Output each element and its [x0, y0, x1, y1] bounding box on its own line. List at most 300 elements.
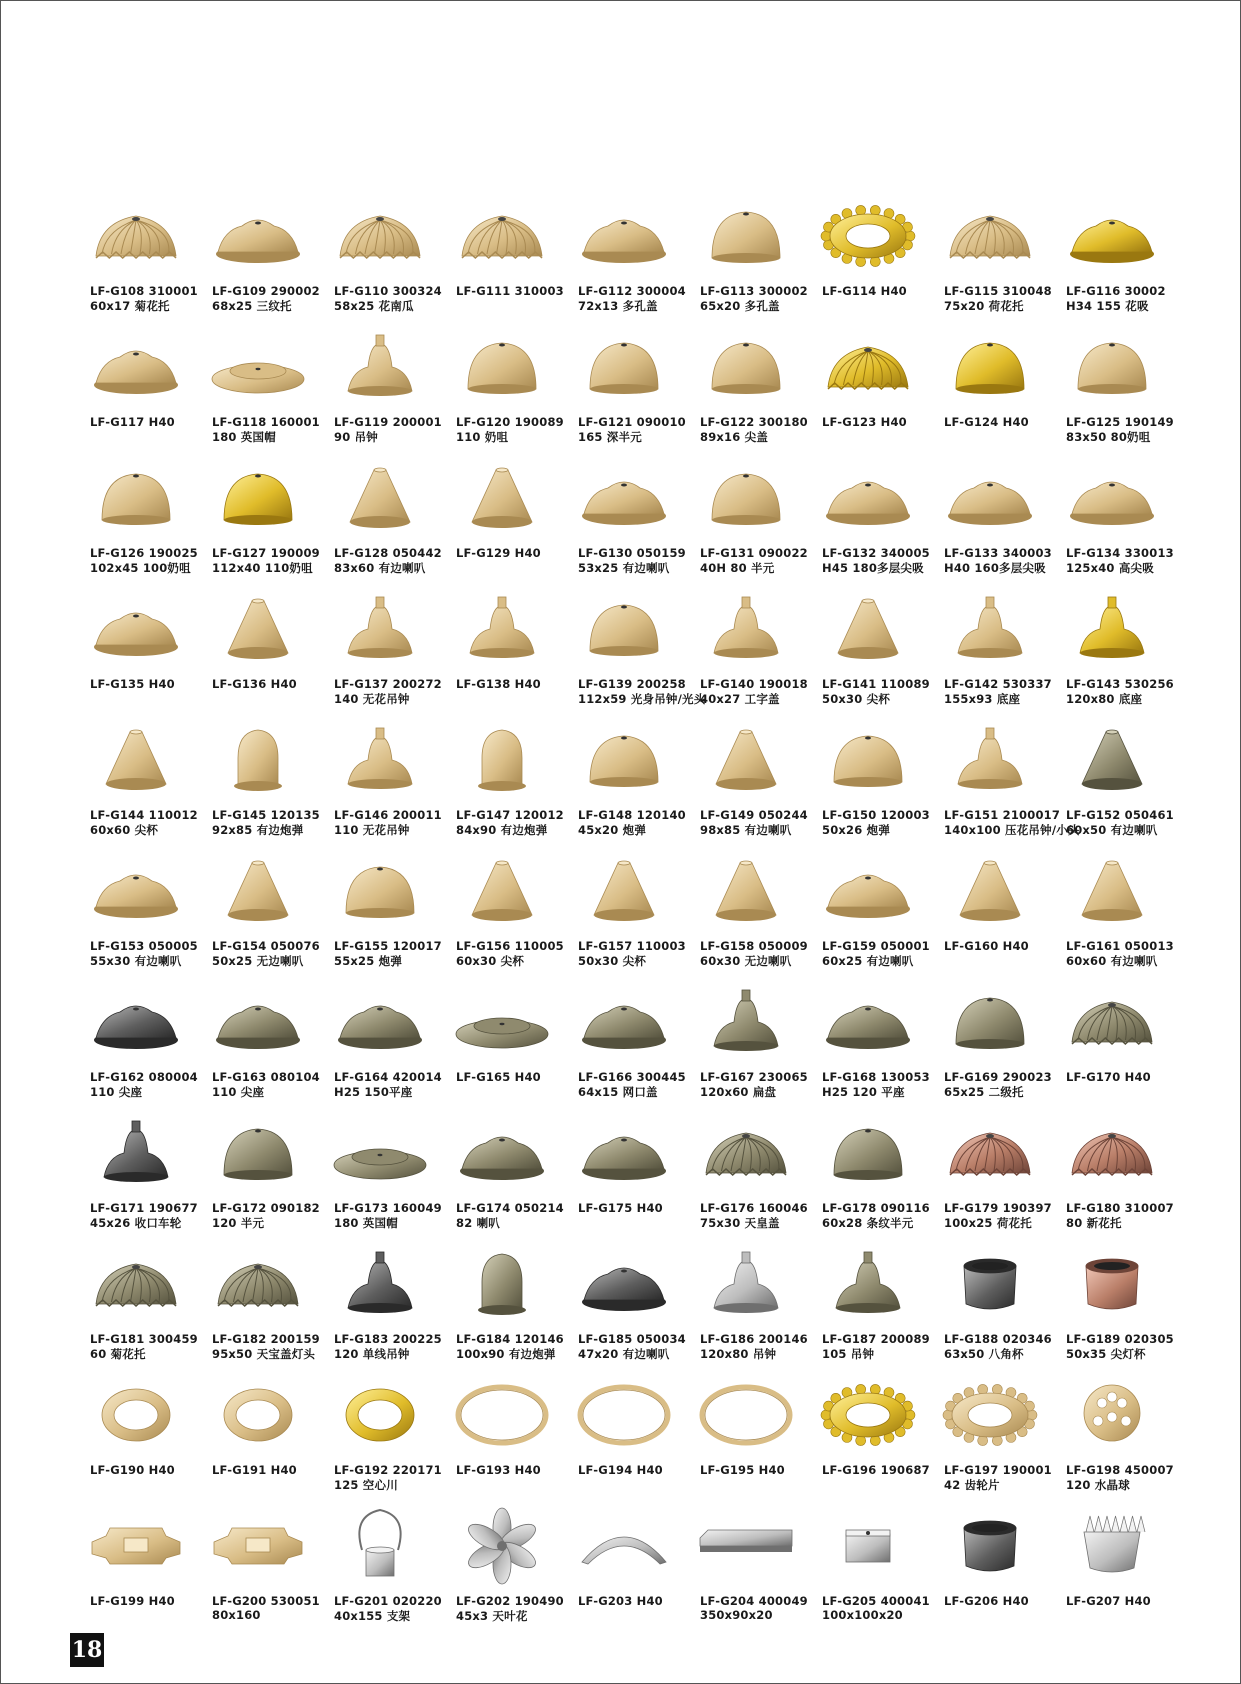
product-description: 84x90 有边炮弹 [456, 823, 548, 837]
product-item [1054, 1238, 1176, 1369]
product-description: 105 吊钟 [822, 1347, 875, 1361]
product-description: 45x20 炮弹 [578, 823, 647, 837]
product-description: 58x25 花南瓜 [334, 299, 414, 313]
product-item [78, 1500, 200, 1631]
product-code: LF-G196 190687 [822, 1463, 930, 1477]
product-description: 350x90x20 [700, 1608, 773, 1622]
product-item [322, 1107, 444, 1238]
product-item [444, 321, 566, 452]
product-description: 120 半元 [212, 1216, 265, 1230]
product-item [322, 321, 444, 452]
ring-part-icon [88, 1375, 184, 1451]
product-code: LF-G188 020346 [944, 1332, 1052, 1346]
ball-part-icon [1064, 1375, 1160, 1451]
bell-part-icon [820, 1244, 916, 1320]
product-item [688, 190, 810, 321]
product-item [932, 452, 1054, 583]
product-item [78, 452, 200, 583]
product-description: 90 吊钟 [334, 430, 379, 444]
product-item [810, 583, 932, 714]
product-description: 180 英国帽 [212, 430, 276, 444]
product-item [688, 1238, 810, 1369]
product-description: 155x93 底座 [944, 692, 1021, 706]
product-description: 50x26 炮弹 [822, 823, 891, 837]
cup-part-icon [942, 1244, 1038, 1320]
product-description: 60x60 尖杯 [90, 823, 159, 837]
product-item [810, 321, 932, 452]
product-item [688, 1500, 810, 1631]
product-code: LF-G113 300002 [700, 284, 808, 298]
hat-part-icon [454, 982, 550, 1058]
product-item [322, 583, 444, 714]
dome-part-icon [576, 327, 672, 403]
leaf-part-icon [454, 1506, 550, 1582]
product-code: LF-G150 120003 [822, 808, 930, 822]
product-description: H34 155 花吸 [1066, 299, 1149, 313]
product-code: LF-G139 200258 [578, 677, 686, 691]
product-item [932, 1500, 1054, 1631]
product-description: 75x30 天皇盖 [700, 1216, 780, 1230]
product-code: LF-G138 H40 [456, 677, 541, 691]
product-code: LF-G165 H40 [456, 1070, 541, 1084]
product-item [810, 452, 932, 583]
product-code: LF-G194 H40 [578, 1463, 663, 1477]
dome-flat-part-icon [88, 327, 184, 403]
product-description: 110 奶咀 [456, 430, 509, 444]
product-item [322, 452, 444, 583]
product-description: 120 单线吊钟 [334, 1347, 410, 1361]
dome-flat-part-icon [820, 458, 916, 534]
product-code: LF-G201 020220 [334, 1594, 442, 1608]
dome-part-icon [88, 458, 184, 534]
product-code: LF-G125 190149 [1066, 415, 1174, 429]
product-code: LF-G129 H40 [456, 546, 541, 560]
product-code: LF-G147 120012 [456, 808, 564, 822]
product-description: 50x25 无边喇叭 [212, 954, 304, 968]
dome-flat-part-icon [576, 1244, 672, 1320]
product-item [78, 1107, 200, 1238]
product-code: LF-G121 090010 [578, 415, 686, 429]
product-code: LF-G197 190001 [944, 1463, 1052, 1477]
product-description: 55x25 炮弹 [334, 954, 403, 968]
product-item [200, 321, 322, 452]
product-description: 165 深半元 [578, 430, 642, 444]
product-description: 63x50 八角杯 [944, 1347, 1024, 1361]
ring-scallop-part-icon [942, 1375, 1038, 1451]
dome-part-icon [820, 720, 916, 796]
product-item [1054, 321, 1176, 452]
product-item [322, 845, 444, 976]
product-item [566, 1369, 688, 1500]
product-code: LF-G155 120017 [334, 939, 442, 953]
product-description: 40x155 支架 [334, 1609, 411, 1623]
product-code: LF-G120 190089 [456, 415, 564, 429]
dome-part-icon [332, 851, 428, 927]
bell-part-icon [698, 1244, 794, 1320]
product-code: LF-G190 H40 [90, 1463, 175, 1477]
cone-part-icon [454, 851, 550, 927]
product-code: LF-G176 160046 [700, 1201, 808, 1215]
product-grid [78, 190, 1188, 1631]
product-code: LF-G180 310007 [1066, 1201, 1174, 1215]
product-item [444, 583, 566, 714]
product-description: 100x100x20 [822, 1608, 903, 1622]
bell-part-icon [698, 589, 794, 665]
product-code: LF-G186 200146 [700, 1332, 808, 1346]
product-code: LF-G136 H40 [212, 677, 297, 691]
bell-part-icon [332, 589, 428, 665]
dome-part-icon [942, 327, 1038, 403]
product-item [78, 845, 200, 976]
cone-part-icon [698, 720, 794, 796]
product-item [810, 1238, 932, 1369]
product-code: LF-G184 120146 [456, 1332, 564, 1346]
product-description: 50x30 尖杯 [822, 692, 891, 706]
product-item [444, 1369, 566, 1500]
product-item [566, 1500, 688, 1631]
product-item [932, 714, 1080, 845]
product-description: 65x25 二级托 [944, 1085, 1024, 1099]
product-code: LF-G187 200089 [822, 1332, 930, 1346]
product-code: LF-G143 530256 [1066, 677, 1174, 691]
product-item [78, 1369, 200, 1500]
product-item [688, 976, 810, 1107]
product-item [444, 190, 566, 321]
product-item [78, 583, 200, 714]
product-item [78, 976, 200, 1107]
product-item [200, 190, 322, 321]
product-description: 112x59 光身吊钟/光头 [578, 692, 706, 706]
product-item [932, 1238, 1054, 1369]
product-code: LF-G146 200011 [334, 808, 442, 822]
dome-part-icon [942, 982, 1038, 1058]
product-code: LF-G123 H40 [822, 415, 907, 429]
product-description: 45x3 天叶花 [456, 1609, 528, 1623]
product-item [200, 1107, 322, 1238]
product-description: 112x40 110奶咀 [212, 561, 313, 575]
product-item [200, 845, 322, 976]
product-code: LF-G203 H40 [578, 1594, 663, 1608]
product-description: 110 尖座 [90, 1085, 143, 1099]
product-item [566, 845, 688, 976]
product-item [688, 583, 810, 714]
product-item [322, 1500, 444, 1631]
product-code: LF-G134 330013 [1066, 546, 1174, 560]
product-description: 98x85 有边喇叭 [700, 823, 792, 837]
product-description: 60x25 有边喇叭 [822, 954, 914, 968]
ring-part-icon [332, 1375, 428, 1451]
product-item [322, 190, 444, 321]
product-code: LF-G140 190018 [700, 677, 808, 691]
bullet-part-icon [210, 720, 306, 796]
product-item [200, 1500, 322, 1631]
product-code: LF-G132 340005 [822, 546, 930, 560]
product-item [78, 1238, 200, 1369]
thin-ring-part-icon [576, 1375, 672, 1451]
product-code: LF-G181 300459 [90, 1332, 198, 1346]
product-code: LF-G156 110005 [456, 939, 564, 953]
product-description: 60x28 条纹半元 [822, 1216, 914, 1230]
product-code: LF-G173 160049 [334, 1201, 442, 1215]
dome-flat-part-icon [942, 458, 1038, 534]
product-code: LF-G204 400049 [700, 1594, 808, 1608]
bell-part-icon [698, 982, 794, 1058]
product-item [810, 1369, 932, 1500]
hat-part-icon [210, 327, 306, 403]
crown-part-icon [1064, 1506, 1160, 1582]
dome-flat-part-icon [88, 851, 184, 927]
product-description: 110 尖座 [212, 1085, 265, 1099]
product-item [932, 190, 1054, 321]
cone-part-icon [698, 851, 794, 927]
product-item [444, 845, 566, 976]
product-code: LF-G205 400041 [822, 1594, 930, 1608]
product-description: 60x50 有边喇叭 [1066, 823, 1158, 837]
cone-part-icon [332, 458, 428, 534]
product-description: 60x30 无边喇叭 [700, 954, 792, 968]
product-item [810, 1107, 932, 1238]
product-code: LF-G206 H40 [944, 1594, 1029, 1608]
dome-flat-part-icon [576, 1113, 672, 1189]
product-item [1054, 1500, 1176, 1631]
dome-part-icon [698, 196, 794, 272]
scallop-part-icon [942, 196, 1038, 272]
product-item [932, 1107, 1054, 1238]
product-item [78, 190, 200, 321]
product-item [444, 452, 566, 583]
product-code: LF-G141 110089 [822, 677, 930, 691]
product-description: 80 新花托 [1066, 1216, 1122, 1230]
scallop-part-icon [210, 1244, 306, 1320]
product-item [566, 190, 688, 321]
product-description: 50x35 尖灯杯 [1066, 1347, 1146, 1361]
product-item [200, 976, 322, 1107]
product-description: 40H 80 半元 [700, 561, 775, 575]
dome-part-icon [454, 327, 550, 403]
product-code: LF-G108 310001 [90, 284, 198, 298]
cone-part-icon [1064, 720, 1160, 796]
product-code: LF-G193 H40 [456, 1463, 541, 1477]
cone-part-icon [820, 589, 916, 665]
cone-part-icon [942, 851, 1038, 927]
product-description: 60x17 菊花托 [90, 299, 170, 313]
product-description: 120x80 底座 [1066, 692, 1143, 706]
dome-flat-part-icon [576, 982, 672, 1058]
product-description: 55x30 有边喇叭 [90, 954, 182, 968]
dome-part-icon [210, 1113, 306, 1189]
product-code: LF-G126 190025 [90, 546, 198, 560]
product-item [322, 1238, 444, 1369]
product-item [810, 845, 932, 976]
hat-part-icon [332, 1113, 428, 1189]
scallop-part-icon [942, 1113, 1038, 1189]
product-item [688, 845, 810, 976]
product-description: 42 齿轮片 [944, 1478, 1000, 1492]
product-item [1054, 714, 1176, 845]
product-description: 72x13 多孔盖 [578, 299, 658, 313]
dome-part-icon [1064, 327, 1160, 403]
product-item [322, 1369, 444, 1500]
product-item [444, 1238, 566, 1369]
product-item [932, 976, 1054, 1107]
product-item [322, 976, 444, 1107]
product-item [444, 1500, 566, 1631]
dome-flat-part-icon [576, 458, 672, 534]
product-description: 120 水晶球 [1066, 1478, 1130, 1492]
bar-part-icon [698, 1506, 794, 1582]
product-description: 68x25 三纹托 [212, 299, 292, 313]
product-code: LF-G110 300324 [334, 284, 442, 298]
product-description: 100x90 有边炮弹 [456, 1347, 556, 1361]
cup-part-icon [1064, 1244, 1160, 1320]
product-code: LF-G114 H40 [822, 284, 907, 298]
product-item [566, 714, 688, 845]
product-item [444, 1107, 566, 1238]
product-description: 180 英国帽 [334, 1216, 398, 1230]
page-number: 18 [70, 1633, 104, 1667]
bell-part-icon [332, 327, 428, 403]
product-description: 53x25 有边喇叭 [578, 561, 670, 575]
product-description: 125 空心川 [334, 1478, 398, 1492]
product-description: 89x16 尖盖 [700, 430, 769, 444]
product-code: LF-G130 050159 [578, 546, 686, 560]
bell-part-icon [332, 720, 428, 796]
product-item [688, 321, 810, 452]
product-description: 120x80 吊钟 [700, 1347, 777, 1361]
product-code: LF-G115 310048 [944, 284, 1052, 298]
dome-part-icon [210, 458, 306, 534]
product-item [810, 190, 932, 321]
product-item [1054, 190, 1176, 321]
bullet-part-icon [454, 1244, 550, 1320]
product-item [566, 1107, 688, 1238]
product-code: LF-G168 130053 [822, 1070, 930, 1084]
dome-flat-part-icon [454, 1113, 550, 1189]
dome-part-icon [698, 458, 794, 534]
product-item [688, 1107, 810, 1238]
product-code: LF-G153 050005 [90, 939, 198, 953]
bell-part-icon [942, 720, 1038, 796]
product-code: LF-G158 050009 [700, 939, 808, 953]
product-code: LF-G142 530337 [944, 677, 1052, 691]
product-description: 110 无花吊钟 [334, 823, 410, 837]
holder-part-icon [332, 1506, 428, 1582]
dome-flat-part-icon [1064, 196, 1160, 272]
ring-scallop-part-icon [820, 196, 916, 272]
dome-flat-part-icon [1064, 458, 1160, 534]
plate-part-icon [210, 1506, 306, 1582]
product-code: LF-G157 110003 [578, 939, 686, 953]
product-description: 60x30 尖杯 [456, 954, 525, 968]
product-code: LF-G127 190009 [212, 546, 320, 560]
product-code: LF-G117 H40 [90, 415, 175, 429]
product-code: LF-G170 H40 [1066, 1070, 1151, 1084]
product-code: LF-G198 450007 [1066, 1463, 1174, 1477]
product-item [566, 583, 706, 714]
product-code: LF-G167 230065 [700, 1070, 808, 1084]
dome-flat-part-icon [88, 982, 184, 1058]
scallop-part-icon [698, 1113, 794, 1189]
product-description: 65x20 多孔盖 [700, 299, 780, 313]
product-item [444, 976, 566, 1107]
product-code: LF-G163 080104 [212, 1070, 320, 1084]
dome-part-icon [698, 327, 794, 403]
bell-part-icon [942, 589, 1038, 665]
dome-flat-part-icon [210, 196, 306, 272]
product-code: LF-G159 050001 [822, 939, 930, 953]
product-code: LF-G183 200225 [334, 1332, 442, 1346]
product-code: LF-G179 190397 [944, 1201, 1052, 1215]
cone-part-icon [88, 720, 184, 796]
product-code: LF-G149 050244 [700, 808, 808, 822]
product-code: LF-G166 300445 [578, 1070, 686, 1084]
bell-part-icon [454, 589, 550, 665]
dome-flat-part-icon [332, 982, 428, 1058]
product-code: LF-G162 080004 [90, 1070, 198, 1084]
product-item [444, 714, 566, 845]
product-code: LF-G118 160001 [212, 415, 320, 429]
product-item [322, 714, 444, 845]
product-code: LF-G182 200159 [212, 1332, 320, 1346]
product-item [200, 714, 322, 845]
product-item [566, 976, 688, 1107]
dome-part-icon [576, 589, 672, 665]
product-item [566, 321, 688, 452]
product-code: LF-G119 200001 [334, 415, 442, 429]
product-item [1054, 845, 1176, 976]
product-code: LF-G144 110012 [90, 808, 198, 822]
product-description: 102x45 100奶咀 [90, 561, 191, 575]
product-code: LF-G185 050034 [578, 1332, 686, 1346]
product-code: LF-G133 340003 [944, 546, 1052, 560]
scallop-part-icon [88, 1244, 184, 1320]
product-code: LF-G131 090022 [700, 546, 808, 560]
product-description: 50x30 尖杯 [578, 954, 647, 968]
product-code: LF-G195 H40 [700, 1463, 785, 1477]
product-description: 140 无花吊钟 [334, 692, 410, 706]
bell-part-icon [332, 1244, 428, 1320]
product-item [1054, 452, 1176, 583]
product-item [78, 321, 200, 452]
product-code: LF-G148 120140 [578, 808, 686, 822]
plate-part-icon [88, 1506, 184, 1582]
product-code: LF-G207 H40 [1066, 1594, 1151, 1608]
product-item [566, 452, 688, 583]
product-code: LF-G171 190677 [90, 1201, 198, 1215]
cup-part-icon [942, 1506, 1038, 1582]
product-code: LF-G175 H40 [578, 1201, 663, 1215]
product-item [1054, 976, 1176, 1107]
product-code: LF-G164 420014 [334, 1070, 442, 1084]
product-code: LF-G189 020305 [1066, 1332, 1174, 1346]
product-description: 100x25 荷花托 [944, 1216, 1032, 1230]
product-item [1054, 1369, 1176, 1500]
scallop-part-icon [332, 196, 428, 272]
product-code: LF-G112 300004 [578, 284, 686, 298]
product-description: 75x20 荷花托 [944, 299, 1024, 313]
product-description: H40 160多层尖吸 [944, 561, 1046, 575]
product-item [932, 1369, 1054, 1500]
product-code: LF-G116 30002 [1066, 284, 1166, 298]
thin-ring-part-icon [454, 1375, 550, 1451]
product-code: LF-G152 050461 [1066, 808, 1174, 822]
dome-part-icon [820, 1113, 916, 1189]
scallop-part-icon [454, 196, 550, 272]
cone-part-icon [576, 851, 672, 927]
scallop-part-icon [1064, 982, 1160, 1058]
cone-part-icon [210, 851, 306, 927]
arc-part-icon [576, 1506, 672, 1582]
